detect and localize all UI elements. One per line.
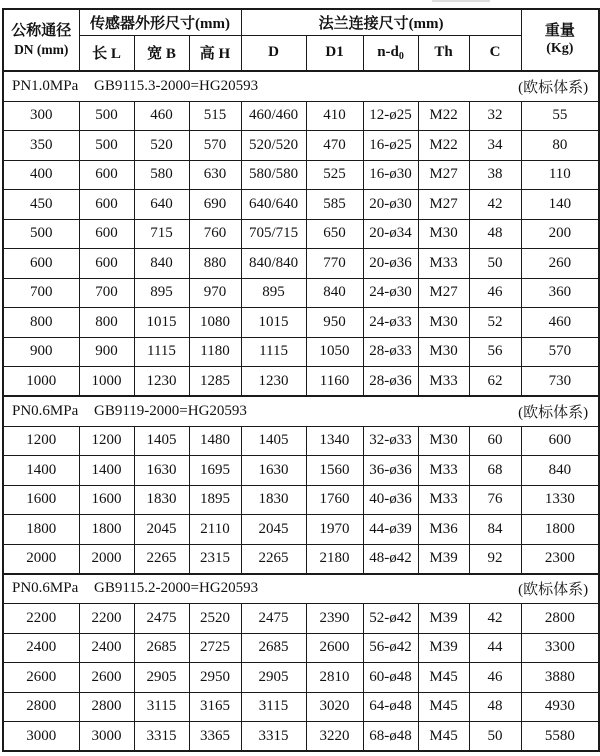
table-cell: 2180: [306, 544, 363, 574]
table-cell: 300: [3, 101, 79, 131]
table-cell: 68: [469, 456, 521, 486]
table-row: [3, 308, 599, 338]
table-cell: 1400: [3, 456, 79, 486]
table-cell: 56-ø42: [363, 633, 418, 663]
table-cell: M39: [418, 633, 469, 663]
table-cell: 630: [189, 160, 241, 190]
table-cell: 3115: [134, 692, 189, 722]
table-cell: 840: [134, 249, 189, 279]
table-cell: 3020: [306, 692, 363, 722]
table-cell: M30: [418, 308, 469, 338]
table-cell: 62: [469, 367, 521, 397]
table-row: [3, 456, 599, 486]
col-header-length: 长 L: [79, 35, 134, 71]
table-cell: 4930: [521, 692, 599, 722]
table-cell: 970: [189, 278, 241, 308]
col-header-d: D: [241, 35, 306, 71]
table-cell: 76: [469, 485, 521, 515]
table-cell: 2600: [306, 633, 363, 663]
header-row-subcolumns: [3, 35, 599, 71]
standard-code-label: GB9115.3-2000=HG20593: [94, 77, 259, 94]
table-cell: 200: [521, 219, 599, 249]
table-cell: 42: [469, 604, 521, 634]
table-cell: 28-ø33: [363, 337, 418, 367]
table-cell: 1800: [3, 515, 79, 545]
table-row: [3, 663, 599, 693]
table-cell: 600: [79, 190, 134, 220]
table-cell: 570: [189, 131, 241, 161]
table-cell: 3000: [79, 722, 134, 752]
table-row: [3, 249, 599, 279]
group-header-flange-dimensions: 法兰连接尺寸(mm): [241, 9, 521, 35]
table-cell: 950: [306, 308, 363, 338]
table-cell: 700: [3, 278, 79, 308]
table-row: [3, 544, 599, 574]
table-cell: 2800: [3, 692, 79, 722]
standard-system-label: (欧标体系): [518, 404, 589, 421]
table-cell: 1180: [189, 337, 241, 367]
table-cell: 260: [521, 249, 599, 279]
table-cell: 5580: [521, 722, 599, 752]
table-cell: 3000: [3, 722, 79, 752]
table-cell: 600: [79, 160, 134, 190]
standard-code-label: GB9115.2-2000=HG20593: [94, 580, 259, 597]
table-cell: M30: [418, 337, 469, 367]
col-header-c: C: [469, 35, 521, 71]
table-cell: 1115: [134, 337, 189, 367]
table-cell: 1400: [79, 456, 134, 486]
table-cell: 520: [134, 131, 189, 161]
table-cell: 1000: [79, 367, 134, 397]
col-header-weight-line1: 重量: [544, 22, 575, 39]
table-cell: 1830: [134, 485, 189, 515]
table-row: [3, 219, 599, 249]
table-cell: 1230: [241, 367, 306, 397]
table-cell: 1895: [189, 485, 241, 515]
table-cell: M36: [418, 515, 469, 545]
table-cell: 770: [306, 249, 363, 279]
col-header-weight-line2: (Kg): [546, 41, 574, 57]
table-cell: 110: [521, 160, 599, 190]
table-cell: 52: [469, 308, 521, 338]
table-cell: 1115: [241, 337, 306, 367]
table-cell: 52-ø42: [363, 604, 418, 634]
table-cell: 600: [79, 249, 134, 279]
table-row: [3, 337, 599, 367]
table-cell: 500: [79, 131, 134, 161]
table-cell: 570: [521, 337, 599, 367]
table-cell: 92: [469, 544, 521, 574]
table-cell: 2265: [241, 544, 306, 574]
table-cell: 2045: [241, 515, 306, 545]
table-cell: 2475: [134, 604, 189, 634]
table-cell: 2685: [241, 633, 306, 663]
table-cell: 585: [306, 190, 363, 220]
table-row: [3, 515, 599, 545]
table-cell: M22: [418, 101, 469, 131]
table-row: [3, 485, 599, 515]
table-cell: 1970: [306, 515, 363, 545]
table-cell: 84: [469, 515, 521, 545]
table-cell: 32-ø33: [363, 426, 418, 456]
table-cell: 2475: [241, 604, 306, 634]
standard-code-label: GB9119-2000=HG20593: [94, 402, 247, 419]
table-cell: 730: [521, 367, 599, 397]
table-cell: 1050: [306, 337, 363, 367]
pressure-rating-label: PN0.6MPa: [12, 580, 79, 597]
table-cell: 32: [469, 101, 521, 131]
table-cell: M30: [418, 426, 469, 456]
table-cell: 460: [521, 308, 599, 338]
table-cell: 3165: [189, 692, 241, 722]
col-header-d1: D1: [306, 35, 363, 71]
table-cell: 1600: [3, 485, 79, 515]
table-cell: 2400: [3, 633, 79, 663]
table-cell: 1230: [134, 367, 189, 397]
section-header-row: [3, 71, 599, 101]
table-cell: 840: [521, 456, 599, 486]
pressure-rating-label: PN1.0MPa: [12, 77, 79, 94]
table-cell: 705/715: [241, 219, 306, 249]
table-cell: M33: [418, 456, 469, 486]
col-header-n-d0: [363, 35, 418, 71]
table-cell: 760: [189, 219, 241, 249]
table-cell: 1560: [306, 456, 363, 486]
table-cell: 2200: [3, 604, 79, 634]
table-cell: M27: [418, 278, 469, 308]
table-cell: 2950: [189, 663, 241, 693]
table-cell: 50: [469, 249, 521, 279]
table-cell: 640/640: [241, 190, 306, 220]
table-cell: 42: [469, 190, 521, 220]
group-header-sensor-dimensions: 传感器外形尺寸(mm): [79, 9, 241, 35]
table-cell: 24-ø33: [363, 308, 418, 338]
table-cell: 28-ø36: [363, 367, 418, 397]
table-cell: 46: [469, 663, 521, 693]
table-cell: 525: [306, 160, 363, 190]
table-cell: 48: [469, 692, 521, 722]
table-row: [3, 633, 599, 663]
table-cell: 900: [3, 337, 79, 367]
table-cell: 1000: [3, 367, 79, 397]
table-cell: 36-ø36: [363, 456, 418, 486]
table-cell: 20-ø30: [363, 190, 418, 220]
table-cell: 1340: [306, 426, 363, 456]
table-cell: 44-ø39: [363, 515, 418, 545]
table-cell: M39: [418, 604, 469, 634]
table-cell: 520/520: [241, 131, 306, 161]
table-cell: 350: [3, 131, 79, 161]
standard-system-label: (欧标体系): [518, 79, 589, 96]
table-cell: 55: [521, 101, 599, 131]
table-cell: 2600: [79, 663, 134, 693]
col-header-width: 宽 B: [134, 35, 189, 71]
table-cell: 3220: [306, 722, 363, 752]
table-cell: M45: [418, 692, 469, 722]
table-cell: 895: [241, 278, 306, 308]
table-cell: M33: [418, 485, 469, 515]
table-cell: 2800: [521, 604, 599, 634]
table-cell: 2000: [79, 544, 134, 574]
table-cell: 44: [469, 633, 521, 663]
table-cell: 460/460: [241, 101, 306, 131]
col-header-dn-line1: 公称通径: [11, 22, 72, 39]
table-cell: M27: [418, 190, 469, 220]
table-cell: 650: [306, 219, 363, 249]
table-cell: 800: [3, 308, 79, 338]
table-cell: 140: [521, 190, 599, 220]
table-row: [3, 190, 599, 220]
table-cell: M33: [418, 367, 469, 397]
table-cell: 1080: [189, 308, 241, 338]
table-cell: 1830: [241, 485, 306, 515]
table-cell: 1160: [306, 367, 363, 397]
col-header-height: 高 H: [189, 35, 241, 71]
table-cell: 16-ø25: [363, 131, 418, 161]
table-cell: 60-ø48: [363, 663, 418, 693]
section-header-cell: [3, 71, 599, 101]
table-header: [3, 9, 599, 71]
table-cell: 50: [469, 722, 521, 752]
table-cell: 12-ø25: [363, 101, 418, 131]
table-cell: 3315: [241, 722, 306, 752]
table-cell: 3300: [521, 633, 599, 663]
table-cell: 34: [469, 131, 521, 161]
col-header-n-d0-base: n-d: [377, 44, 399, 61]
table-cell: 2200: [79, 604, 134, 634]
table-cell: 2600: [3, 663, 79, 693]
col-header-dn: [3, 9, 79, 71]
standard-system-label: (欧标体系): [518, 582, 589, 599]
table-cell: 515: [189, 101, 241, 131]
table-cell: 1015: [241, 308, 306, 338]
table-row: [3, 692, 599, 722]
col-header-n-d0-subscript: 0: [398, 51, 404, 63]
table-cell: M27: [418, 160, 469, 190]
table-cell: 20-ø36: [363, 249, 418, 279]
table-cell: 500: [79, 101, 134, 131]
table-cell: 880: [189, 249, 241, 279]
table-cell: 3880: [521, 663, 599, 693]
table-row: [3, 722, 599, 752]
table-cell: 2725: [189, 633, 241, 663]
table-cell: M33: [418, 249, 469, 279]
table-cell: 715: [134, 219, 189, 249]
table-cell: 1480: [189, 426, 241, 456]
table-cell: 580: [134, 160, 189, 190]
table-cell: 1200: [79, 426, 134, 456]
table-cell: 700: [79, 278, 134, 308]
table-cell: 1405: [134, 426, 189, 456]
table-cell: 690: [189, 190, 241, 220]
table-cell: 410: [306, 101, 363, 131]
table-cell: 1330: [521, 485, 599, 515]
table-cell: 3115: [241, 692, 306, 722]
table-cell: 2800: [79, 692, 134, 722]
table-cell: 360: [521, 278, 599, 308]
section-header-row: [3, 574, 599, 604]
table-cell: 1600: [79, 485, 134, 515]
table-cell: 460: [134, 101, 189, 131]
header-row-groups: [3, 9, 599, 35]
table-cell: 2905: [134, 663, 189, 693]
table-cell: 800: [79, 308, 134, 338]
table-cell: 1760: [306, 485, 363, 515]
col-header-weight: [521, 9, 599, 71]
table-row: [3, 604, 599, 634]
table-row: [3, 278, 599, 308]
table-cell: M30: [418, 219, 469, 249]
table-cell: 2300: [521, 544, 599, 574]
table-cell: 20-ø34: [363, 219, 418, 249]
table-cell: 2045: [134, 515, 189, 545]
table-cell: 2315: [189, 544, 241, 574]
table-cell: 2265: [134, 544, 189, 574]
col-header-dn-line2: DN (mm): [14, 41, 69, 57]
table-row: [3, 131, 599, 161]
table-cell: 640: [134, 190, 189, 220]
table-cell: 38: [469, 160, 521, 190]
table-cell: 2000: [3, 544, 79, 574]
table-cell: 48: [469, 219, 521, 249]
table-cell: 2810: [306, 663, 363, 693]
scan-artifact: [432, 0, 490, 2]
table-cell: 2905: [241, 663, 306, 693]
table-row: [3, 367, 599, 397]
table-cell: 2110: [189, 515, 241, 545]
table-cell: 46: [469, 278, 521, 308]
table-cell: 1800: [521, 515, 599, 545]
table-cell: 600: [3, 249, 79, 279]
table-cell: 3315: [134, 722, 189, 752]
section-header-cell: [3, 396, 599, 426]
table-cell: 64-ø48: [363, 692, 418, 722]
table-cell: 2390: [306, 604, 363, 634]
table-cell: 600: [79, 219, 134, 249]
table-cell: 80: [521, 131, 599, 161]
table-cell: 24-ø30: [363, 278, 418, 308]
table-cell: M39: [418, 544, 469, 574]
table-cell: 1405: [241, 426, 306, 456]
table-row: [3, 160, 599, 190]
table-cell: 600: [521, 426, 599, 456]
section-header-cell: [3, 574, 599, 604]
pressure-rating-label: PN0.6MPa: [12, 402, 79, 419]
table-cell: 1695: [189, 456, 241, 486]
table-cell: 2685: [134, 633, 189, 663]
table-cell: 900: [79, 337, 134, 367]
table-body: [3, 71, 599, 751]
table-cell: 1630: [241, 456, 306, 486]
table-cell: 60: [469, 426, 521, 456]
table-cell: 1285: [189, 367, 241, 397]
table-cell: 470: [306, 131, 363, 161]
dimension-spec-table: [2, 8, 600, 752]
table-cell: 895: [134, 278, 189, 308]
table-cell: 1800: [79, 515, 134, 545]
table-cell: M45: [418, 722, 469, 752]
section-header-row: [3, 396, 599, 426]
table-cell: 2520: [189, 604, 241, 634]
table-cell: 3365: [189, 722, 241, 752]
table-cell: M45: [418, 663, 469, 693]
table-cell: 500: [3, 219, 79, 249]
col-header-th: Th: [418, 35, 469, 71]
table-cell: 2400: [79, 633, 134, 663]
table-cell: 1015: [134, 308, 189, 338]
table-row: [3, 426, 599, 456]
table-cell: M22: [418, 131, 469, 161]
table-cell: 580/580: [241, 160, 306, 190]
table-row: [3, 101, 599, 131]
table-cell: 40-ø36: [363, 485, 418, 515]
table-cell: 16-ø30: [363, 160, 418, 190]
table-cell: 68-ø48: [363, 722, 418, 752]
table-cell: 400: [3, 160, 79, 190]
table-cell: 48-ø42: [363, 544, 418, 574]
table-cell: 1200: [3, 426, 79, 456]
table-cell: 56: [469, 337, 521, 367]
table-cell: 1630: [134, 456, 189, 486]
table-cell: 840: [306, 278, 363, 308]
table-cell: 450: [3, 190, 79, 220]
table-cell: 840/840: [241, 249, 306, 279]
